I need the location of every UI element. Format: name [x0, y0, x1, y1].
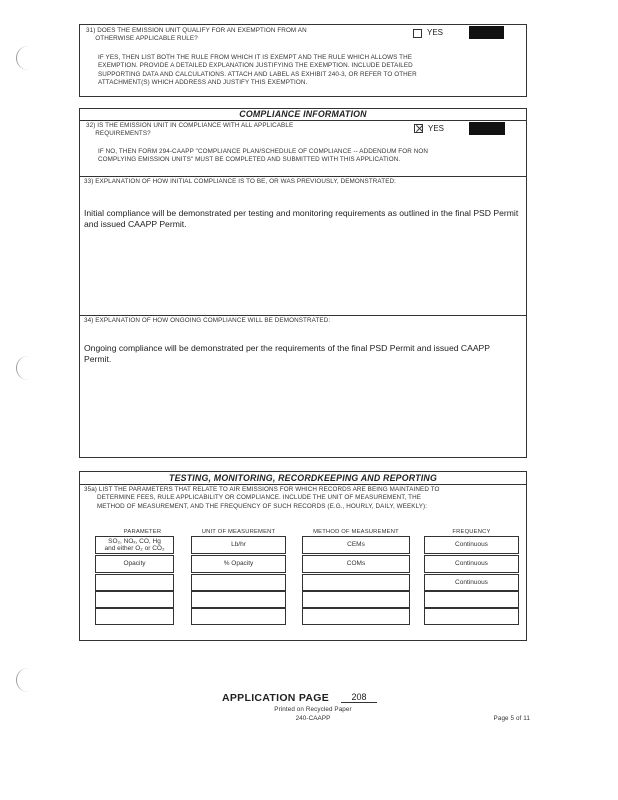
table-cell-unit: [191, 555, 286, 573]
q31-redaction-box: [469, 26, 504, 39]
table-cell-unit: [191, 536, 286, 554]
cell-text: Continuous: [455, 578, 488, 586]
compliance-title-rule: [80, 120, 526, 121]
cell-text: % Opacity: [223, 560, 254, 568]
q35a-question: 35a) LIST THE PARAMETERS THAT RELATE TO AIR EMISSIONS FOR WHICH RECORDS ARE BEING MAINTAINED TO DETERMINE FEES, RULE APPLICABILITY OR COMPLIANCE. INCLUDE THE UNIT OF MEASUREMENT, THE METHOD OF MEASUREMENT, AND THE FREQUENCY OF SUCH RECORDS (E.G., HOURLY, DAILY, WEEKLY):: [84, 486, 440, 510]
column-header-parameter: PARAMETER: [123, 529, 162, 535]
table-cell-parameter: [95, 555, 174, 573]
q33-top-rule: [80, 176, 526, 177]
q32-instruction: IF NO, THEN FORM 294-CAAPP "COMPLIANCE PLAN/SCHEDULE OF COMPLIANCE -- ADDENDUM FOR NON COMPLYING EMISSION UNITS" MUST BE COMPLETED AND SUBMITTED WITH THIS APPLICATION.: [98, 148, 429, 164]
table-cell-method: [302, 608, 410, 625]
q33-answer: Initial compliance will be demonstrated per testing and monitoring requirements as outlined in the final PSD Permit and issued CAAPP Permit.: [84, 208, 519, 229]
q32-question: 32) IS THE EMISSION UNIT IN COMPLIANCE WITH ALL APPLICABLE REQUIREMENTS?: [86, 122, 294, 138]
cell-text: COMs: [346, 560, 366, 568]
table-cell-frequency: [424, 536, 519, 554]
table-cell-frequency: [424, 574, 519, 591]
table-cell-frequency: [424, 555, 519, 573]
application-page-label: APPLICATION PAGE: [222, 692, 330, 704]
table-cell-unit: [191, 574, 286, 591]
q31-yes-label: YES: [427, 28, 444, 37]
page-number: 208: [351, 692, 367, 702]
cell-text: SO₂, NOₓ, CO, Hg and either O₂ or CO₂: [104, 537, 165, 552]
table-cell-parameter: [95, 574, 174, 591]
testing-section: [79, 471, 527, 641]
binder-hole-bottom: [16, 668, 29, 692]
form-id: 240-CAAPP: [295, 715, 331, 722]
table-cell-parameter: [95, 536, 174, 554]
q31-instruction: IF YES, THEN LIST BOTH THE RULE FROM WHICH IT IS EXEMPT AND THE RULE WHICH ALLOWS THE EXEMPTION. PROVIDE A DETAILED EXPLANATION JUSTIFYING THE EXEMPTION. INCLUDE DETAILED SUPPORTING DATA AND CALCULATIONS. ATTACH AND LABEL AS EXHIBIT 240-3, OR REFER TO OTHER ATTACHMENT(S) WHICH ADDRESS AND JUSTIFY THIS EXEMPTION.: [98, 54, 417, 86]
table-cell-method: [302, 555, 410, 573]
table-cell-method: [302, 536, 410, 554]
q32-yes-checkbox[interactable]: [414, 124, 423, 133]
table-cell-method: [302, 574, 410, 591]
column-header-unit: UNIT OF MEASUREMENT: [201, 529, 276, 535]
testing-title: TESTING, MONITORING, RECORDKEEPING AND REPORTING: [169, 473, 437, 483]
q31-yes-checkbox[interactable]: [413, 29, 422, 38]
binder-hole-middle: [16, 356, 29, 380]
column-header-method: METHOD OF MEASUREMENT: [313, 529, 399, 535]
table-cell-method: [302, 591, 410, 608]
q34-answer: Ongoing compliance will be demonstrated per the requirements of the final PSD Permit and issued CAAPP Permit.: [84, 343, 490, 364]
q34-top-rule: [80, 315, 526, 316]
cell-text: CEMs: [347, 541, 365, 549]
table-cell-frequency: [424, 608, 519, 625]
q32-yes-label: YES: [428, 124, 445, 133]
cell-text: Continuous: [455, 541, 488, 549]
page-number-field: [341, 692, 377, 703]
table-cell-unit: [191, 591, 286, 608]
compliance-section: [79, 108, 527, 458]
q34-question: 34) EXPLANATION OF HOW ONGOING COMPLIANCE WILL BE DEMONSTRATED:: [84, 317, 331, 324]
cell-text: Lb/hr: [231, 541, 246, 549]
recycled-paper-note: Printed on Recycled Paper: [274, 706, 352, 713]
testing-title-rule: [80, 484, 526, 485]
column-header-frequency: FREQUENCY: [452, 529, 491, 535]
binder-hole-top: [16, 46, 29, 70]
cell-text: Continuous: [455, 560, 488, 568]
page-of-count: Page 5 of 11: [493, 715, 530, 722]
q32-redaction-box: [469, 122, 505, 135]
q33-question: 33) EXPLANATION OF HOW INITIAL COMPLIANCE IS TO BE, OR WAS PREVIOUSLY, DEMONSTRATED:: [84, 178, 396, 185]
cell-text: Opacity: [123, 560, 146, 568]
q31-section: [79, 24, 527, 97]
table-cell-parameter: [95, 591, 174, 608]
table-cell-parameter: [95, 608, 174, 625]
q31-question: 31) DOES THE EMISSION UNIT QUALIFY FOR AN EXEMPTION FROM AN OTHERWISE APPLICABLE RULE?: [86, 27, 307, 43]
table-cell-unit: [191, 608, 286, 625]
table-cell-frequency: [424, 591, 519, 608]
compliance-title: COMPLIANCE INFORMATION: [239, 109, 367, 119]
